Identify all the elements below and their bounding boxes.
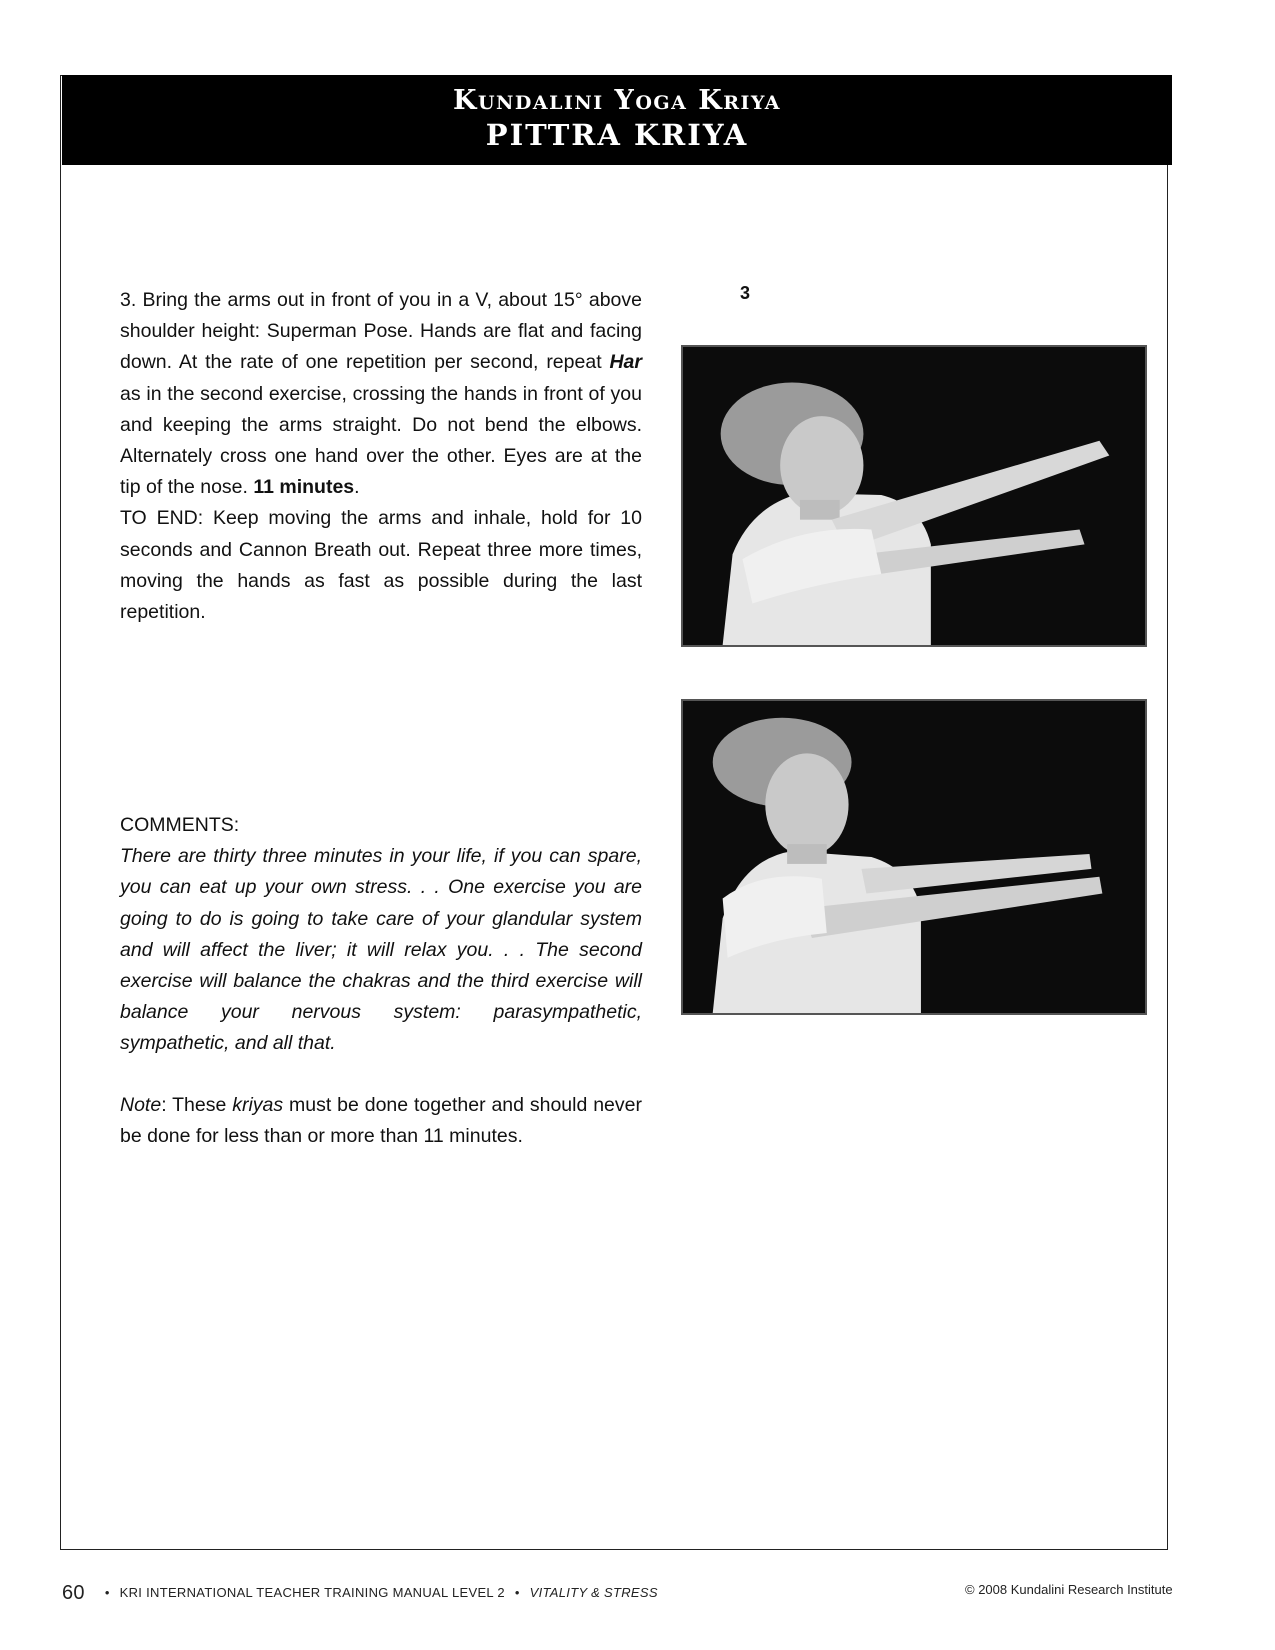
footer-bullet: • [104,1585,110,1600]
footer-left [62,1582,658,1605]
exercise-step-paragraph [120,285,642,503]
copyright-notice: © 2008 Kundalini Research Institute [965,1582,1173,1597]
exercise-instructions [120,285,642,628]
header-series-title: Kundalini Yoga Kriya [453,85,781,116]
figure-step-number: 3 [740,283,751,303]
pose-photo-parallel-arms [681,699,1147,1015]
page-number: 60 [62,1582,85,1604]
comments-text: There are thirty three minutes in your life, if you can spare, you can eat up your own stress. . . One exercise you are going to do is going to take care of your glandular system and will affect the liver; it will relax you. . . The second exercise will balance the chakras and the third exercise will balance your nervous system: parasympathetic, sympathetic, and all that. [120,845,642,1055]
instruction-period: . [354,476,360,499]
page-header [62,75,1172,165]
comments-heading: COMMENTS: [120,814,240,836]
manual-title: KRI INTERNATIONAL TEACHER TRAINING MANUAL LEVEL 2 [119,1585,505,1600]
comments-section [120,810,642,1060]
instruction-text-cont: as in the second exercise, crossing the hands in front of you and keeping the arms straight. Do not bend the elbows. Alternately cross one hand over the other. Eyes are at the tip of the nose. [120,382,642,499]
mantra-text: Har [609,351,642,374]
header-kriya-title: PITTRA KRIYA [485,118,749,152]
to-end-paragraph: TO END: Keep moving the arms and inhale, hold for 10 seconds and Cannon Breath out. Repeat three more times, moving the hands as fast as possible during the last repetition. [120,507,642,624]
note-text-cont: must be done together and should never be done for less than or more than 11 minutes. [120,1094,642,1148]
note-section [120,1090,642,1152]
footer-bullet-2: • [514,1585,520,1600]
pose-photo-crossed-arms [681,345,1147,647]
note-kriyas: kriyas [232,1094,284,1116]
note-text: : These [161,1094,233,1116]
duration-text: 11 minutes [253,476,355,499]
note-label: Note [120,1094,162,1116]
section-title: VITALITY & STRESS [529,1585,658,1600]
instruction-text: 3. Bring the arms out in front of you in a V, about 15° above shoulder height: Superman Pose. Hands are flat and facing down. At the rate of one repetition per second, repeat [120,289,642,374]
